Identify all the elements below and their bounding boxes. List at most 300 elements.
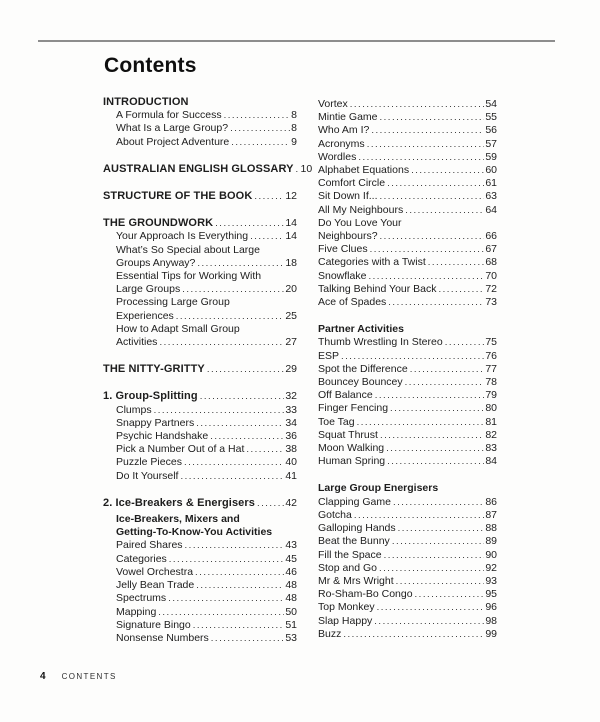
page-number: 77 [485,362,497,375]
page-number: 54 [485,98,497,110]
entry-text: Comfort Circle [318,177,386,190]
toc-entry-line [318,190,497,203]
dot-leader [176,310,285,323]
entry-text: Groups Anyway? [116,256,196,269]
page-title: Contents [104,54,197,77]
entry-text: Mapping [116,605,157,618]
toc-entry-line [318,111,497,124]
dot-leader [368,270,484,283]
toc-entry-line [318,416,497,429]
toc-entry [116,244,297,270]
toc-entry-line [116,417,297,430]
toc-entry-line [318,615,497,628]
toc-entry [116,553,297,566]
page-number: 40 [285,456,297,469]
dot-leader [370,243,485,256]
entry-text: STRUCTURE OF THE BOOK [103,190,253,203]
dot-leader [230,122,290,135]
toc-entry [116,136,297,149]
entry-text: Ro-Sham-Bo Congo [318,588,413,601]
page-number: 90 [485,548,497,561]
entry-text: THE GROUNDWORK [103,217,214,230]
entry-text: Thumb Wrestling In Stereo [318,336,443,349]
dot-leader [184,456,284,469]
toc-entry-line [116,336,297,349]
toc-subheading: Large Group Energisers [318,482,439,495]
page-number: 14 [285,217,297,230]
entry-text: INTRODUCTION [103,96,189,108]
entry-text: Spectrums [116,592,167,605]
toc-section-heading [103,217,297,230]
toc-entry-line [318,124,497,137]
dot-leader [428,256,485,269]
page-number: 75 [485,336,497,349]
toc-subheading: Partner Activities [318,323,404,336]
entry-text: Ace of Spades [318,296,387,309]
page-number: 84 [485,455,497,468]
entry-text: Snowflake [318,269,367,282]
page-number: 41 [285,469,297,482]
toc-entry-line [318,509,497,522]
entry-text: Acronyms [318,137,365,150]
entry-text: Stop and Go [318,561,377,574]
entry-text: Off Balance [318,389,373,402]
dot-leader [380,429,484,442]
toc-section [103,96,297,149]
entry-text: 2. Ice-Breakers & Energisers [103,496,255,509]
entry-text: Toe Tag [318,415,355,428]
toc-section-heading [103,363,297,376]
dot-leader [168,592,284,605]
entry-text: Squat Thrust [318,428,378,441]
entry-text: Who Am I? [318,124,370,137]
footer-page-number: 4 [40,671,46,682]
toc-entry-line [116,430,297,443]
toc-entry-line [116,470,297,483]
page-number: 27 [285,336,297,349]
dot-leader [197,257,284,270]
page-number: 89 [485,535,497,548]
toc-entry [116,270,297,296]
toc-entry [318,389,497,402]
dot-leader [254,190,284,203]
entry-text: Gotcha [318,508,352,521]
dot-leader [388,296,484,309]
dot-leader [398,522,485,535]
page-number: 34 [285,416,297,429]
page-number: 66 [485,230,497,243]
toc-entry-line [318,363,497,376]
entry-wrap-line: What’s So Special about Large [116,243,260,256]
dot-leader [257,497,284,510]
dot-leader [246,443,284,456]
toc-section [103,390,297,482]
toc-entry [116,430,297,443]
toc-entry [116,619,297,632]
toc-entry [318,442,497,455]
toc-entry [116,456,297,469]
page-number: 29 [285,363,297,376]
entry-text: Alphabet Equations [318,164,410,177]
toc-entry [318,217,497,243]
dot-leader [377,601,485,614]
page-number: 98 [485,614,497,627]
page-number: 50 [285,605,297,618]
entry-text: Vowel Orchestra [116,565,194,578]
dot-leader [367,138,485,151]
page-number: 12 [285,190,297,203]
toc-entry-line [116,456,297,469]
toc-entry-line [116,579,297,592]
dot-leader [211,632,285,645]
toc-entry [318,296,497,309]
toc-section-heading [103,162,313,176]
toc-entry [116,109,297,122]
dot-leader [250,230,284,243]
toc-entry [318,429,497,442]
entry-text: Fill the Space [318,548,382,561]
page-number: 78 [485,376,497,389]
dot-leader [393,496,484,509]
dot-leader [193,619,285,632]
dot-leader [439,283,485,296]
toc-entry [318,455,497,468]
toc-entry [318,496,497,509]
page-number: 70 [485,269,497,282]
page-number: 48 [285,579,297,592]
dot-leader [159,336,284,349]
entry-text: Categories [116,552,167,565]
dot-leader [207,363,284,376]
page-number: 88 [485,522,497,535]
toc-entry-line [318,98,497,111]
entry-text: Talking Behind Your Back [318,282,437,295]
page-number: 14 [285,230,297,243]
dot-leader [392,535,485,548]
entry-text: Beat the Bunny [318,535,390,548]
entry-text: Neighbours? [318,230,378,243]
dot-leader [341,350,484,363]
dot-leader [182,283,284,296]
page-number: 43 [285,539,297,552]
toc-entry-line [116,109,297,122]
toc-entry [318,204,497,217]
dot-leader [354,509,484,522]
page-number: 80 [485,402,497,415]
dot-leader [210,430,284,443]
toc-entry-line [318,522,497,535]
toc-entry [318,509,497,522]
toc-entry-line [116,553,297,566]
dot-leader [386,442,484,455]
dot-leader [415,588,485,601]
dot-leader [380,111,485,124]
dot-leader [350,98,485,111]
dot-leader [231,136,290,149]
toc-entry-line [318,389,497,402]
toc-entry-line [116,310,297,323]
toc-entry-line [318,204,497,217]
entry-text: Activities [116,336,158,349]
toc-entry-line [318,283,497,296]
toc-entry [318,549,497,562]
toc-entry [318,98,497,111]
dot-leader [224,109,291,122]
toc-entry-line [116,566,297,579]
toc-entry [318,124,497,137]
toc-entry [116,606,297,619]
page-number: 79 [485,389,497,402]
dot-leader [405,204,484,217]
toc-entry-line [116,122,297,135]
toc-column-left [103,96,313,645]
toc-entry [116,592,297,605]
entry-text: Mintie Game [318,111,378,124]
toc-entry-line [116,539,297,552]
page-number: 8 [291,109,297,122]
dot-leader [387,455,484,468]
page-number: 68 [485,256,497,269]
toc-entry [116,539,297,552]
page-number: 86 [485,495,497,508]
page-number: 51 [285,618,297,631]
toc-entry-line [318,138,497,151]
entry-text: Galloping Hands [318,522,396,535]
entry-text: About Project Adventure [116,135,230,148]
toc-entry-line [116,257,297,270]
page-number: 87 [485,508,497,521]
toc-entry [318,601,497,614]
page-number: 67 [485,243,497,256]
entry-wrap-line: How to Adapt Small Group [116,322,240,335]
toc-section [318,323,497,468]
dot-leader [380,230,485,243]
page-number: 81 [485,415,497,428]
toc-entry [116,323,297,349]
toc-entry [116,122,297,135]
toc-section-heading [103,96,297,109]
toc-entry [116,566,297,579]
dot-leader [158,606,284,619]
dot-leader [195,566,284,579]
toc-entry-line [318,350,497,363]
entry-text: Clumps [116,403,152,416]
toc-section [103,190,297,203]
toc-entry-line [116,619,297,632]
toc-section-heading [103,497,297,510]
entry-text: Signature Bingo [116,618,191,631]
page-number: 18 [285,256,297,269]
entry-text: Sit Down If... [318,190,378,203]
entry-text: Do It Yourself [116,469,179,482]
toc-entry-line [318,549,497,562]
entry-text: Slap Happy [318,614,373,627]
dot-leader [371,124,484,137]
toc-entry-line [116,230,297,243]
dot-leader [180,470,284,483]
toc-section [103,217,297,349]
page-number: 36 [285,430,297,443]
toc-entry-line [318,243,497,256]
entry-text: Buzz [318,627,342,640]
page-number: 63 [485,190,497,203]
entry-text: Top Monkey [318,601,375,614]
page-number: 60 [485,164,497,177]
toc-entry-line [318,336,497,349]
page-number: 82 [485,428,497,441]
dot-leader [405,376,485,389]
page-number: 95 [485,588,497,601]
toc-entry [318,615,497,628]
dot-leader [410,363,485,376]
toc-entry [318,164,497,177]
toc-entry-line [318,628,497,641]
page-number: 59 [485,150,497,163]
toc-entry-line [116,136,297,149]
entry-text: Five Clues [318,243,368,256]
page-number: 57 [485,137,497,150]
entry-text: Experiences [116,309,174,322]
entry-text: Categories with a Twist [318,256,426,269]
entry-wrap-line: Do You Love Your [318,216,402,229]
toc-entry-line [318,535,497,548]
dot-leader [154,404,285,417]
dot-leader [390,402,484,415]
toc-section [103,497,297,645]
toc-entry [318,151,497,164]
page-number: 73 [485,296,497,309]
entry-text: Finger Fencing [318,402,389,415]
dot-leader [387,177,484,190]
entry-text: Wordles [318,150,357,163]
toc-entry-line [318,496,497,509]
entry-text: Moon Walking [318,442,385,455]
toc-entry-line [116,606,297,619]
toc-entry-line [318,455,497,468]
entry-text: Spot the Difference [318,362,408,375]
toc-entry [116,632,297,645]
toc-entry [318,402,497,415]
entry-text: Bouncey Bouncey [318,376,403,389]
dot-leader [196,417,284,430]
toc-entry-line [116,443,297,456]
toc-entry [318,350,497,363]
footer-label: CONTENTS [61,672,117,681]
top-rule [38,40,555,42]
toc-section [318,98,497,309]
toc-entry [318,376,497,389]
dot-leader [375,389,485,402]
entry-text: Psychic Handshake [116,430,209,443]
toc-entry [318,628,497,641]
toc-section [103,162,313,176]
page-number: 45 [285,552,297,565]
dot-leader [169,553,285,566]
toc-entry [318,256,497,269]
toc-entry [318,243,497,256]
toc-entry [116,470,297,483]
entry-text: 1. Group-Splitting [103,390,198,403]
dot-leader [396,575,485,588]
dot-leader [196,579,284,592]
page-number: 46 [285,565,297,578]
toc-entry [318,270,497,283]
toc-entry-line [318,562,497,575]
toc-subheading: Getting-To-Know-You Activities [116,526,273,539]
entry-text: A Formula for Success [116,109,222,122]
toc-entry-line [318,177,497,190]
dot-leader [445,336,485,349]
entry-text: Human Spring [318,455,386,468]
entry-text: Vortex [318,98,348,110]
page-number: 8 [291,122,297,135]
toc-entry-line [318,588,497,601]
entry-wrap-line: Processing Large Group [116,296,230,309]
page-number: 25 [285,309,297,322]
page-number: 48 [285,592,297,605]
toc-entry [318,336,497,349]
toc-entry [116,296,297,322]
page-number: 42 [285,496,297,509]
toc-entry [318,190,497,203]
toc-entry-line [116,592,297,605]
toc-entry [318,138,497,151]
dot-leader [374,615,484,628]
page-number: 96 [485,601,497,614]
toc-entry-line [318,575,497,588]
toc-entry-line [318,376,497,389]
toc-entry-line [318,402,497,415]
toc-entry-line [318,164,497,177]
dot-leader [384,549,485,562]
entry-text: Clapping Game [318,495,391,508]
page-number: 99 [485,627,497,640]
page-number: 55 [485,111,497,124]
entry-text: Your Approach Is Everything [116,230,249,243]
entry-text: Snappy Partners [116,416,195,429]
toc-entry [318,535,497,548]
toc-subheading: Ice-Breakers, Mixers and [116,513,240,526]
dot-leader [357,416,485,429]
toc-entry [116,417,297,430]
page-number: 61 [485,177,497,190]
toc-entry-line [318,151,497,164]
dot-leader [411,164,484,177]
entry-text: Jelly Bean Trade [116,579,195,592]
page-number: 9 [291,135,297,148]
toc-entry-line [318,296,497,309]
entry-text: Large Groups [116,283,181,296]
page-number: 92 [485,561,497,574]
toc-entry-line [318,601,497,614]
dot-leader [296,163,300,176]
toc-entry [116,579,297,592]
toc-section-heading [103,390,297,403]
entry-text: What Is a Large Group? [116,122,229,135]
toc-entry-line [116,632,297,645]
dot-leader [185,539,285,552]
toc-section [318,482,497,640]
page-number: 20 [285,283,297,296]
toc-entry [318,111,497,124]
toc-entry-line [318,270,497,283]
page-number: 10 [300,162,313,175]
toc-entry-line [318,429,497,442]
entry-wrap-line: Essential Tips for Working With [116,270,262,283]
entry-text: Nonsense Numbers [116,631,209,644]
entry-text: THE NITTY-GRITTY [103,363,205,376]
page-footer [40,671,117,682]
